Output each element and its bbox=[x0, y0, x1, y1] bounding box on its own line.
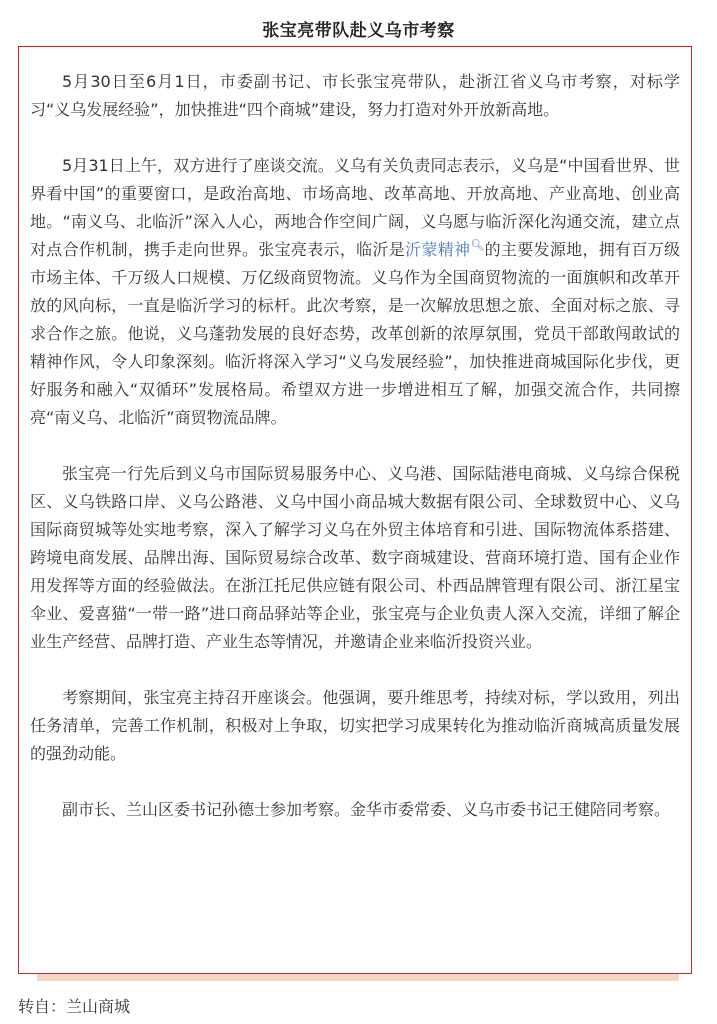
yimeng-spirit-link-text[interactable]: 沂蒙精神 bbox=[405, 240, 471, 259]
search-icon[interactable]: 🔍︎ bbox=[470, 238, 485, 252]
paragraph-4: 考察期间，张宝亮主持召开座谈会。他强调，要升维思考，持续对标，学以致用，列出任务清单，完善工作机制，积极对上争取，切实把学习成果转化为推动临沂商城高质量发展的强劲动能。 bbox=[30, 688, 680, 763]
paragraph-2-text-b: 的主要发源地，拥有百万级市场主体、千万级人口规模、万亿级商贸物流。义乌作为全国商贸物流的一面旗帜和改革开放的风向标，一直是临沂学习的标杆。此次考察，是一次解放思想之旅、全面对标之旅、寻求合作之旅。他说，义乌蓬勃发展的良好态势，改革创新的浓厚氛围，党员干部敢闯敢试的精神作风，令人印象深刻。临沂将深入学习“义乌发展经验”，加快推进商城国际化步伐，更好服务和融入“双循环”发展格局。希望双方进一步增进相互了解，加强交流合作，共同擦亮“南义乌、北临沂”商贸物流品牌。 bbox=[30, 240, 680, 427]
yimeng-spirit-link[interactable] bbox=[405, 240, 485, 259]
frame-shadow-strip bbox=[37, 974, 679, 981]
article-title: 张宝亮带队赴义乌市考察 bbox=[262, 21, 455, 41]
source-credit: 转自：兰山商城 bbox=[18, 997, 131, 1016]
paragraph-3: 张宝亮一行先后到义乌市国际贸易服务中心、义乌港、国际陆港电商城、义乌综合保税区、义乌铁路口岸、义乌公路港、义乌中国小商品城大数据有限公司、全球数贸中心、义乌国际商贸城等处实地考察，深入了解学习义乌在外贸主体培育和引进、国际物流体系搭建、跨境电商发展、品牌出海、国际贸易综合改革、数字商城建设、营商环境打造、国有企业作用发挥等方面的经验做法。在浙江托尼供应链有限公司、朴西品牌管理有限公司、浙江星宝伞业、爱喜猫“一带一路”进口商品驿站等企业，张宝亮与企业负责人深入交流，详细了解企业生产经营、品牌打造、产业生态等情况，并邀请企业来临沂投资兴业。 bbox=[30, 464, 680, 651]
paragraph-2 bbox=[30, 152, 680, 432]
paragraph-2-text-a: 5月31日上午，双方进行了座谈交流。义乌有关负责同志表示，义乌是“中国看世界、世界看中国”的重要窗口，是政治高地、市场高地、改革高地、开放高地、产业高地、创业高地。“南义乌、北临沂”深入人心，两地合作空间广阔，义乌愿与临沂深化沟通交流，建立点对点合作机制，携手走向世界。张宝亮表示，临沂是 bbox=[30, 156, 680, 259]
paragraph-5: 副市长、兰山区委书记孙德士参加考察。金华市委常委、义乌市委书记王健陪同考察。 bbox=[62, 800, 671, 819]
paragraph-1: 5月30日至6月1日，市委副书记、市长张宝亮带队，赴浙江省义乌市考察，对标学习“义乌发展经验”，加快推进“四个商城”建设，努力打造对外开放新高地。 bbox=[30, 72, 680, 119]
article-body bbox=[30, 68, 680, 852]
